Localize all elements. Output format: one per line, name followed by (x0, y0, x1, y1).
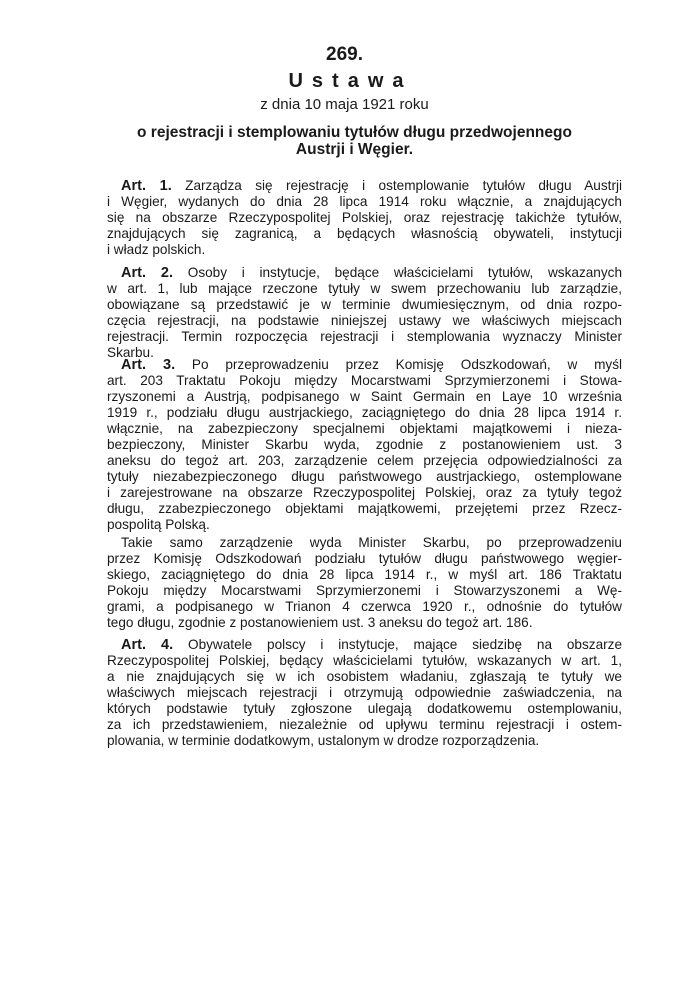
text-line (107, 226, 622, 242)
line-text: a nie znajdujących się w ich osobistem władaniu, zgłaszają te tytuły we (107, 669, 622, 684)
article-label: Art. 1. (121, 178, 172, 194)
text-line (107, 297, 622, 313)
line-text: tytuły niezabezpieczonego długu państwowego austrjackiego, ostemplowane (107, 469, 622, 484)
article-3-continuation (107, 535, 622, 631)
text-line (107, 194, 622, 210)
text-line (107, 242, 622, 258)
text-line (107, 329, 622, 345)
line-text: znajdujących się zagranicą, a będących własnością obywateli, instytucji (107, 226, 622, 241)
line-text: przez Komisję Odszkodowań podziału tytułów długu państwowego węgier- (107, 551, 622, 566)
line-text: i zarejestrowane na obszarze Rzeczypospolitej Polskiej, oraz za tytuły tegoż (107, 485, 622, 500)
line-text: art. 203 Traktatu Pokoju między Mocarstwami Sprzymierzonemi i Stowa- (107, 373, 622, 388)
line-text: Osoby i instytucje, będące właścicielami tytułów, wskazanych (187, 265, 623, 280)
text-line (107, 501, 622, 517)
text-line (107, 421, 622, 437)
text-line (107, 453, 622, 469)
line-text: za ich przedstawieniem, niezależnie od upływu terminu rejestracji i ostem- (107, 717, 622, 732)
line-text: Takie samo zarządzenie wyda Minister Skarbu, po przeprowadzeniu (121, 535, 622, 550)
text-line (107, 517, 622, 533)
line-text: skiego, zaciągniętego do dnia 28 lipca 1914 r., w myśl art. 186 Traktatu (107, 567, 622, 582)
line-text: i Węgier, wydanych do dnia 28 lipca 1914 roku włącznie, a znajdujących (107, 194, 622, 209)
text-line (107, 281, 622, 297)
text-line (107, 669, 622, 685)
line-text: Zarządza się rejestrację i ostemplowanie tytułów długu Austrji (185, 178, 623, 193)
article-3 (107, 357, 622, 533)
line-text: się na obszarze Rzeczypospolitej Polskiej, oraz rejestrację takichże tytułów, (107, 210, 622, 225)
text-line (107, 389, 622, 405)
text-line (107, 373, 622, 389)
line-text: grami, a podpisanego w Trianon 4 czerwca 1920 r., odnośnie do tytułów (107, 599, 622, 614)
line-text: długu, zzabezpieczonego objektami majątkowemi, przejętemi przez Rzecz- (107, 501, 622, 516)
text-line (107, 637, 622, 653)
text-line (107, 178, 622, 194)
document-type: Ustawa (288, 70, 413, 92)
article-4 (107, 637, 622, 749)
text-line (107, 357, 622, 373)
line-text: Rzeczypospolitej Polskiej, będący właścicielami tytułów, wskazanych w art. 1, (107, 653, 622, 668)
line-text: włącznie, na zabezpieczony specjalnemi objektami majątkowemi i nieza- (107, 421, 622, 436)
text-line (107, 210, 622, 226)
text-line (107, 701, 622, 717)
line-text: plowania, w terminie dodatkowym, ustalonym w drodze rozporządzenia. (107, 733, 540, 748)
line-text: obowiązane są przedstawić je w terminie dwumiesięcznym, od dnia rozpo- (107, 297, 622, 312)
text-line (107, 265, 622, 281)
line-text: częcia rejestracji, na podstawie niniejszej ustawy we właściwych miejscach (107, 313, 622, 328)
line-text: Skarbu. (107, 345, 154, 360)
line-text: których podstawie tytuły zgłoszone ulegają dodatkowemu ostemplowaniu, (107, 701, 622, 716)
line-text: tego długu, zgodnie z postanowieniem ust. 3 aneksu do tegoż art. 186. (107, 615, 533, 630)
text-line (107, 615, 622, 631)
line-text: bezpieczony, Minister Skarbu wyda, zgodnie z postanowieniem ust. 3 (107, 437, 622, 452)
line-text: właściwych miejscach rejestracji i otrzymują odpowiednie zaświadczenia, na (107, 685, 622, 700)
text-line (107, 717, 622, 733)
text-line (107, 485, 622, 501)
text-line (107, 685, 622, 701)
text-line (107, 437, 622, 453)
line-text: 1919 r., podziału długu austrjackiego, zaciągniętego do dnia 28 lipca 1914 r. (107, 405, 622, 420)
act-date: z dnia 10 maja 1921 roku (260, 96, 429, 113)
article-2 (107, 265, 622, 361)
text-line (107, 599, 622, 615)
text-line (107, 405, 622, 421)
text-line (107, 653, 622, 669)
text-line (107, 733, 622, 749)
act-title (0, 124, 689, 158)
act-title-line: o rejestracji i stemplowaniu tytułów długu przedwojennego (137, 124, 572, 141)
line-text: Po przeprowadzeniu przez Komisję Odszkodowań, w myśl (191, 357, 623, 372)
line-text: aneksu do tegoż art. 203, zarządzenie celem przejęcia odpowiedzialności za (107, 453, 622, 468)
text-line (107, 583, 622, 599)
text-line (107, 551, 622, 567)
text-line (107, 313, 622, 329)
line-text: pospolitą Polską. (107, 517, 210, 532)
line-text: Obywatele polscy i instytucje, mające siedzibę na obszarze (188, 637, 623, 652)
line-text: rzyszonemi a Austrją, podpisanego w Saint Germain en Laye 10 września (107, 389, 622, 404)
text-line (107, 535, 622, 551)
article-label: Art. 2. (121, 265, 174, 281)
line-text: i władz polskich. (107, 242, 206, 257)
line-text: w art. 1, lub mające rzeczone tytuły w swem przechowaniu lub zarządzie, (107, 281, 622, 296)
article-label: Art. 3. (121, 357, 176, 373)
text-line (107, 567, 622, 583)
act-number: 269. (326, 44, 363, 65)
line-text: Pokoju między Mocarstwami Sprzymierzonemi i Stowarzyszonemi a Wę- (107, 583, 622, 598)
act-title-line: Austrji i Węgier. (295, 141, 414, 158)
article-label: Art. 4. (121, 637, 174, 653)
text-line (107, 469, 622, 485)
article-1 (107, 178, 622, 258)
line-text: rejestracji. Termin rozpoczęcia rejestracji i stemplowania wyznaczy Minister (107, 329, 622, 344)
